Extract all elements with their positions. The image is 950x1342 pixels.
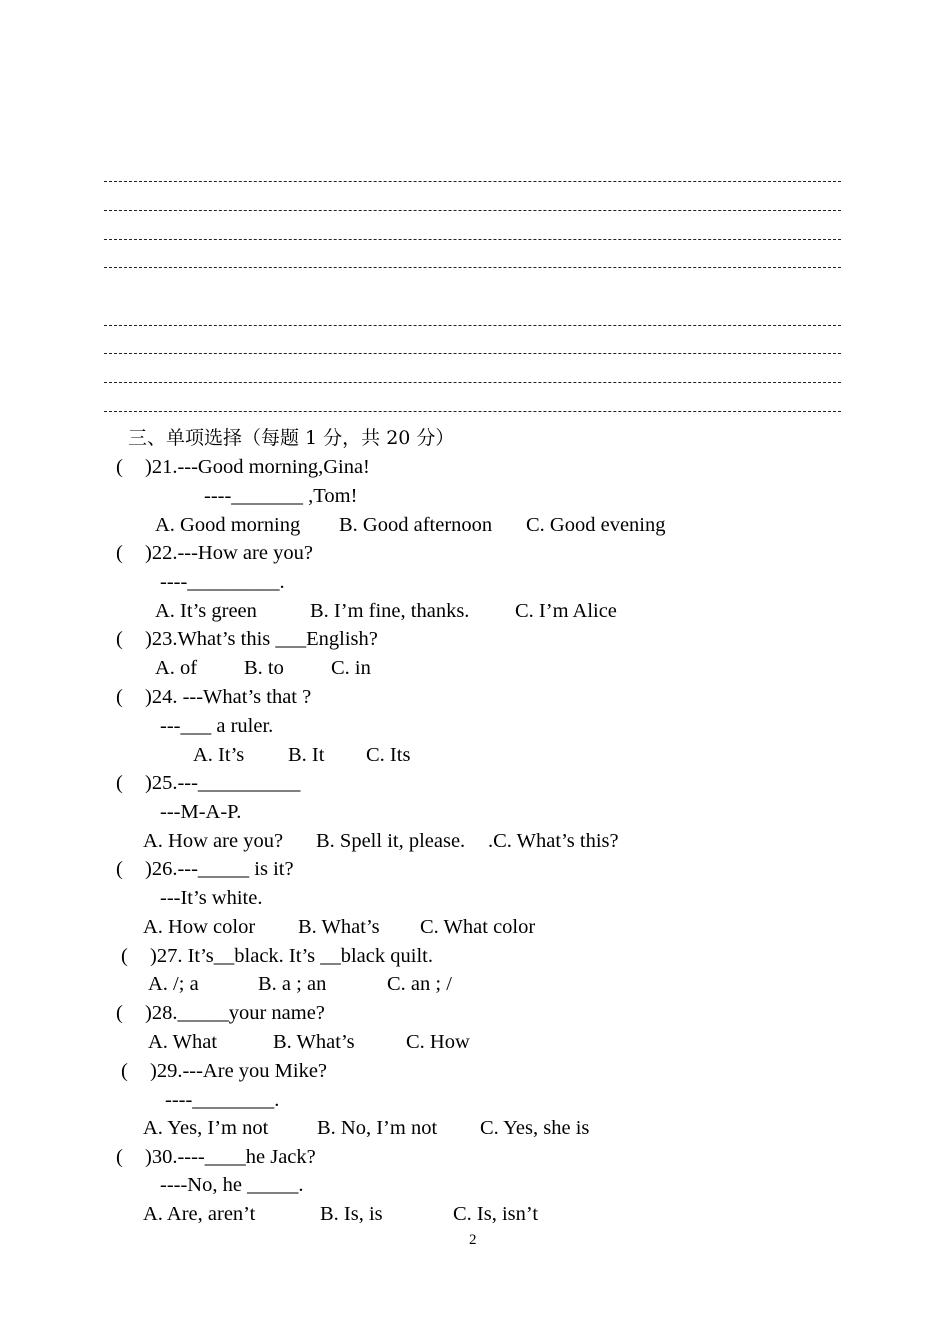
question-28-stem: )28._____your name? <box>145 1002 325 1024</box>
question-29-stem: )29.---Are you Mike? <box>150 1060 328 1082</box>
option-b: B. It <box>288 744 325 766</box>
writing-line <box>104 210 841 211</box>
section-heading: 三、单项选择（每题 1 分，共 20 分） <box>128 427 455 449</box>
option-c: C. Its <box>366 744 411 766</box>
option-a: A. Yes, I’m not <box>143 1117 269 1139</box>
question-24-reply: ---___ a ruler. <box>160 715 274 737</box>
question-29-reply: ----________. <box>165 1089 280 1111</box>
question-24-stem: )24. ---What’s that ? <box>145 686 312 708</box>
option-a: A. What <box>148 1031 218 1053</box>
option-a: A. How are you? <box>143 830 284 852</box>
question-21-stem: )21.---Good morning,Gina! <box>145 456 370 478</box>
answer-paren: ( <box>116 542 123 564</box>
option-c: C. Is, isn’t <box>453 1203 539 1225</box>
question-21-reply: ----_______ ,Tom! <box>204 485 358 507</box>
answer-paren: ( <box>116 1002 123 1024</box>
option-b: B. Is, is <box>320 1203 383 1225</box>
question-23-stem: )23.What’s this ___English? <box>145 628 378 650</box>
option-a: A. How color <box>143 916 256 938</box>
option-a: A. It’s green <box>155 600 257 622</box>
answer-paren: ( <box>121 1060 128 1082</box>
question-25-reply: ---M-A-P. <box>160 801 242 823</box>
option-b: B. I’m fine, thanks. <box>310 600 470 622</box>
option-b: B. What’s <box>298 916 380 938</box>
option-b: B. What’s <box>273 1031 355 1053</box>
option-b: B. a ; an <box>258 973 327 995</box>
writing-line <box>104 325 841 326</box>
option-c: C. What color <box>420 916 536 938</box>
page-number: 2 <box>469 1232 477 1248</box>
question-26-stem: )26.---_____ is it? <box>145 858 294 880</box>
question-30-reply: ----No, he _____. <box>160 1174 304 1196</box>
option-b: B. to <box>244 657 284 679</box>
question-22-stem: )22.---How are you? <box>145 542 313 564</box>
answer-paren: ( <box>121 945 128 967</box>
question-26-reply: ---It’s white. <box>160 887 263 909</box>
answer-paren: ( <box>116 456 123 478</box>
option-a: A. Are, aren’t <box>143 1203 256 1225</box>
answer-paren: ( <box>116 628 123 650</box>
question-22-reply: ----_________. <box>160 571 285 593</box>
writing-line <box>104 353 841 354</box>
answer-paren: ( <box>116 1146 123 1168</box>
question-25-stem: )25.---__________ <box>145 772 301 794</box>
option-b: B. Spell it, please. <box>316 830 466 852</box>
option-a: A. Good morning <box>155 514 301 536</box>
answer-paren: ( <box>116 858 123 880</box>
writing-line <box>104 411 841 412</box>
question-30-stem: )30.----____he Jack? <box>145 1146 316 1168</box>
option-a: A. It’s <box>193 744 245 766</box>
writing-line <box>104 181 841 182</box>
question-27-stem: )27. It’s__black. It’s __black quilt. <box>150 945 433 967</box>
answer-paren: ( <box>116 686 123 708</box>
option-c: C. in <box>331 657 371 679</box>
option-c: C. an ; / <box>387 973 452 995</box>
writing-line <box>104 267 841 268</box>
option-a: A. /; a <box>148 973 199 995</box>
option-b: B. Good afternoon <box>339 514 493 536</box>
option-c: C. Yes, she is <box>480 1117 590 1139</box>
writing-line <box>104 239 841 240</box>
writing-line <box>104 382 841 383</box>
option-c: C. How <box>406 1031 470 1053</box>
option-c: C. Good evening <box>526 514 666 536</box>
answer-paren: ( <box>116 772 123 794</box>
option-c: .C. What’s this? <box>488 830 619 852</box>
option-c: C. I’m Alice <box>515 600 617 622</box>
option-a: A. of <box>155 657 198 679</box>
option-b: B. No, I’m not <box>317 1117 438 1139</box>
